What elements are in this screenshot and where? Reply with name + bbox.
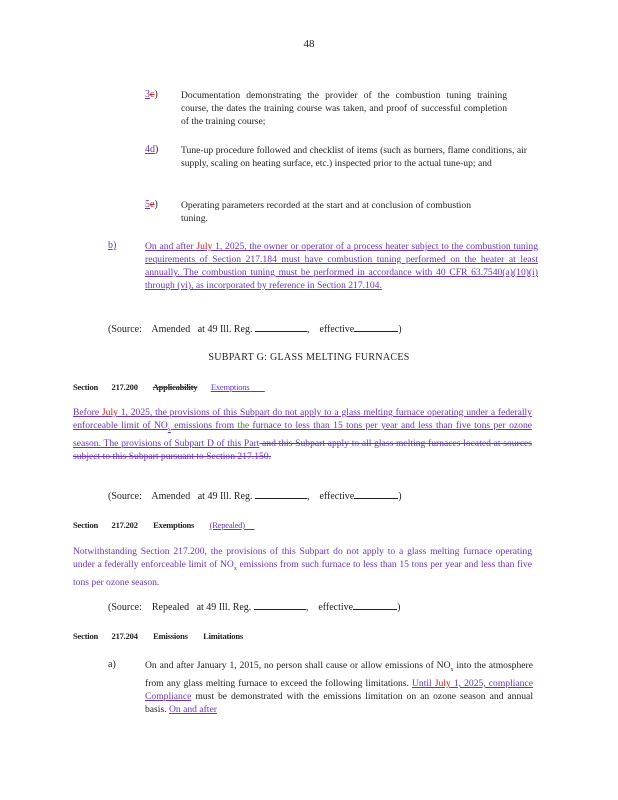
section-217-202-heading [73,520,255,530]
a-sub: x [450,666,454,673]
source-action: Amended [151,324,191,335]
b-pre: On and after [145,241,197,252]
section-number: 217.204 [111,631,138,641]
a-date: July [434,677,451,689]
source-at: at 49 Ill. Reg. [196,602,252,613]
item-paren: ) [155,144,159,155]
source-label: (Source: [108,324,142,335]
a-struck-pre: Until [412,677,435,689]
source-at: at 49 Ill. Reg. [197,324,253,335]
s202-text2: emissions from such furnace to less than 15 tons per year and less than five tons per ozone season. [73,559,532,588]
item-5-text: Operating parameters recorded at the start and at conclusion of combustion tuning. [181,200,471,224]
section-number: 217.200 [111,382,138,392]
a-tail: On and after [168,703,217,715]
section-title: Emissions [153,631,188,641]
subsection-b-text [145,240,538,292]
section-217-200-heading [73,382,265,392]
source-close: ) [398,491,402,502]
section-title: Exemptions [153,520,195,530]
source-at: at 49 Ill. Reg. [197,491,253,502]
p-mid2: emissions from [170,420,238,431]
b-rest: 1, 2025, the owner or operator of a process heater subject to the combustion tuning requirements of Section 217.184 must have combustion tuning performed on the heater at least annually. The combustion tuning must be performed in accordance with 40 CFR 63.7540(a)(10)(i) through (vi), as incorporated by reference in Section 217.104. [145,241,538,291]
section-217-200-text [73,406,532,463]
subpart-heading: SUBPART G: GLASS MELTING FURNACES [208,352,410,363]
source-label: (Source: [108,602,142,613]
source-close: ) [398,324,402,335]
section-number: 217.202 [111,520,138,530]
item-number-old: c [150,89,155,100]
s202-text1: Notwithstanding Section 217.200, the provisions of this Subpart do not apply to a glass melting furnace operating under a federally enforceable limit of NO [73,546,532,570]
section-word: Section [73,631,99,641]
source-effective: effective [319,324,355,335]
item-3-text: Documentation demonstrating the provider of the combustion tuning training course, the dates the training course was taken, and proof of successful completion of the training course; [181,90,507,127]
source-note-2: (Source: Amended at 49 Ill. Reg. , effective ) [108,491,402,502]
item-paren: ) [154,89,158,100]
source-effective: effective [319,491,355,502]
s202-sub: x [233,565,237,572]
subsection-a-label: a) [108,659,116,670]
item-number-old: e [150,199,155,210]
blank-reg [255,331,307,332]
item-4-text: Tune-up procedure followed and checklist of items (such as burners, flame conditions, air supply, scaling on heating surface, etc.) inspected prior to the actual tune-up; and [181,145,527,169]
source-note-3: (Source: Repealed at 49 Ill. Reg. , effective ) [108,602,401,613]
p-mid3: furnace to less than 15 tons per year and less than five tons per ozone season. The provisions of Subpart D of this Part [73,420,532,449]
section-word: Section [73,382,99,392]
section-title-new: Exemptions [210,382,250,392]
a-text3: must be demonstrated with the emissions limitation on an ozone season and annual basis. [145,690,533,715]
blank-effective [354,331,398,332]
item-number-old: d [150,144,155,155]
section-217-204-heading [73,631,243,641]
p-struck: and this Subpart apply to all glass melting furnaces located at sources subject to this Subpart pursuant to Section 217.150. [73,437,532,462]
p-green: the [237,420,250,431]
item-number-new: 3 [145,89,150,100]
section-title-old: Applicability [152,382,198,392]
item-number-new: 5 [145,199,150,210]
item-paren: ) [154,199,158,210]
section-word: Section [73,520,99,530]
a-text1: On and after January 1, 2015, no person shall cause or allow emissions of NO [145,660,451,671]
page-number: 48 [303,38,315,50]
b-date: July [196,241,213,252]
source-close: ) [397,602,401,613]
subsection-a-text [145,659,533,716]
section-title-2: Limitations [203,631,243,641]
section-status: (Repealed) [209,520,245,530]
source-label: (Source: [108,491,142,502]
subsection-b-label: b) [108,240,117,251]
item-number-new: 4 [145,144,150,155]
p-sub: x [167,426,171,433]
item-3-number [145,89,158,100]
blank-reg [255,498,307,499]
p-mid1: 1, 2025, the provisions of this Subpart do not apply to a glass melting furnace operating under a federally enforceable limit of NO [73,407,532,431]
item-4-number [145,144,158,155]
blank-effective [354,498,398,499]
a-struck-post: 1, 2025, compliance [450,677,533,689]
p-before: Before [73,407,102,418]
blank-reg [254,609,306,610]
p-date: July [101,407,118,418]
item-5-number [145,199,158,210]
source-action: Repealed [151,602,190,613]
source-effective: effective [318,602,354,613]
blank-effective [353,609,397,610]
a-new: Compliance [145,690,192,702]
section-217-202-text [73,545,532,589]
source-action: Amended [151,491,191,502]
a-text2: into the atmosphere from any glass melting furnace to exceed the following limitations. [145,660,533,689]
source-note-1: (Source: Amended at 49 Ill. Reg. , effective ) [108,324,402,335]
